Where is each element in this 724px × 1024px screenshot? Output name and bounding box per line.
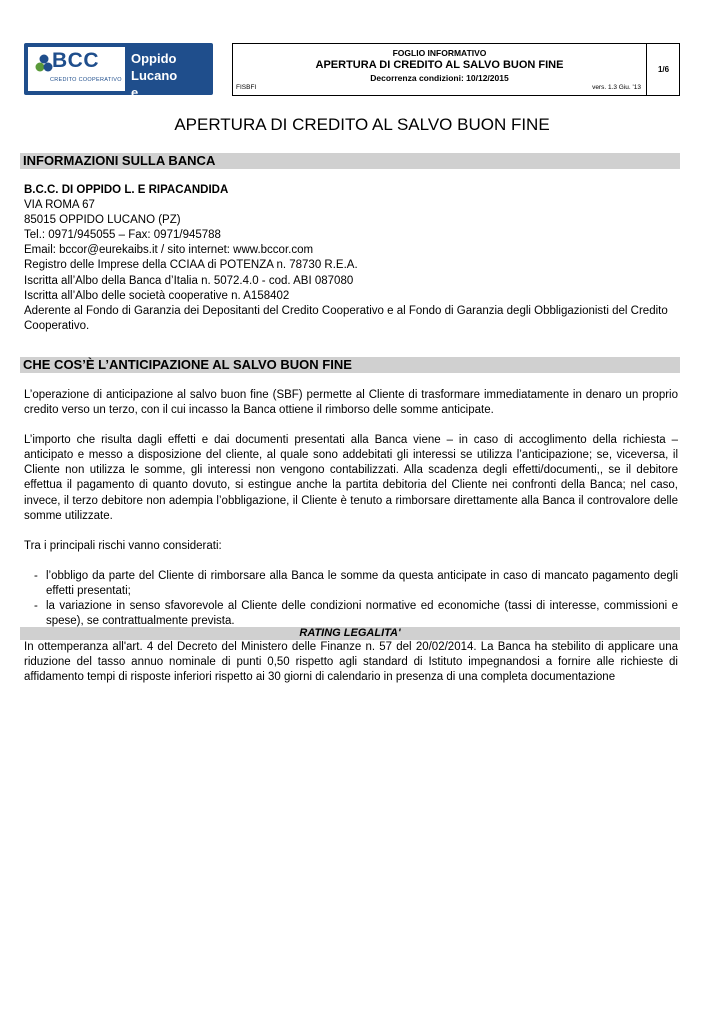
bank-logo (24, 43, 213, 117)
what-is-paragraph-2: L’importo che risulta dagli effetti e dai documenti presentati alla Banca viene – in caso di accoglimento della richiesta – anticipato e messo a disposizione del cliente, al quale sono addebitati gli interessi se utilizza l’anticipazione; se, viceversa, il Cliente non utilizza le somme, gli interessi non vengono contabilizzati. Alla scadenza degli effetti/documenti,, se il debitore effettua il pagamento di quanto dovuto, si estingue anche la partita debitoria del Cliente nei confronti della Banca; nel caso, invece, il terzo debitore non adempia l’obbligazione, il Cliente è tenuto a rimborsare direttamente alla Banca il controvalore delle somme utilizzate. (24, 434, 678, 522)
doc-type: FOGLIO INFORMATIVO (392, 48, 487, 58)
list-item (24, 569, 678, 599)
bank-address: VIA ROMA 67 (24, 199, 95, 212)
section-heading-what-is: CHE COS’È L’ANTICIPAZIONE AL SALVO BUON FINE (20, 357, 680, 373)
doc-version: vers. 1.3 Giu. '13 (592, 84, 641, 91)
what-is-paragraph-1: L’operazione di anticipazione al salvo buon fine (SBF) permette al Cliente di trasformare immediatamente in denaro un proprio credito verso un terzo, con il cui incasso la Banca ottiene il rimborso delle somme anticipate. (24, 389, 678, 417)
bank-albo: Iscritta all’Albo della Banca d’Italia n. 5072.4.0 - cod. ABI 087080 (24, 274, 354, 287)
logo-brand: BCC (52, 49, 99, 72)
bank-guarantee-fund: Aderente al Fondo di Garanzia dei Depositanti del Credito Cooperativo e al Fondo di Garanzia degli Obbligazionisti del Credito Cooperativo. (24, 304, 668, 332)
logo-bank-name (131, 50, 213, 118)
logo-subtitle: CREDITO COOPERATIVO (50, 77, 122, 83)
document-header-table (232, 43, 680, 96)
bullet-dash: - (34, 569, 38, 582)
rating-block (24, 640, 678, 685)
bank-registry: Registro delle Imprese della CCIAA di POTENZA n. 78730 R.E.A. (24, 259, 358, 272)
page-title: APERTURA DI CREDITO AL SALVO BUON FINE (174, 115, 550, 134)
what-is-block (24, 388, 678, 629)
risk-text: l’obbligo da parte del Cliente di rimborsare alla Banca le somme da questa anticipate in caso di mancato pagamento degli effetti presentati; (46, 569, 678, 597)
bank-info-block (24, 183, 678, 334)
header-doc-title: APERTURA DI CREDITO AL SALVO BUON FINE (315, 59, 564, 71)
bank-email: Email: bccor@eurekaibs.it / sito internet: www.bccor.com (24, 244, 314, 257)
logo-name-line2: e Ripacandida (131, 85, 209, 117)
bank-phone: Tel.: 0971/945055 – Fax: 0971/945788 (24, 229, 221, 242)
risks-list (24, 569, 678, 629)
logo-white-panel (28, 47, 125, 91)
logo-name-line1: Oppido Lucano (131, 51, 178, 83)
section-heading-bank-info: INFORMAZIONI SULLA BANCA (20, 153, 680, 169)
list-item (24, 599, 678, 629)
bank-coop-albo: Iscritta all’Albo delle società cooperative n. A158402 (24, 289, 290, 302)
effective-date: Decorrenza condizioni: 10/12/2015 (370, 73, 509, 83)
bank-name: B.C.C. DI OPPIDO L. E RIPACANDIDA (24, 184, 229, 196)
risk-text: la variazione in senso sfavorevole al Cliente delle condizioni normative ed economiche (tassi di interesse, commissioni e spese), se contrattualmente prevista. (46, 600, 678, 628)
page-number: 1/6 (657, 65, 670, 74)
bullet-dash: - (34, 600, 38, 613)
header-main-cell (233, 44, 647, 95)
bank-city: 85015 OPPIDO LUCANO (PZ) (24, 214, 181, 227)
rating-heading: RATING LEGALITA' (20, 627, 680, 640)
doc-code: FISBFI (236, 84, 257, 91)
rating-text: In ottemperanza all'art. 4 del Decreto del Ministero delle Finanze n. 57 del 20/02/2014. La Banca ha stebilito di applicare una riduzione del tasso annuo nominale di punti 0,50 rispetto agli standard di Istituto impegnandosi a fornire alle richieste di affidamento tempi di risposte inferiori rispetto ai 30 giorni di calendario in presenza di una completa documentazione (24, 641, 678, 684)
risks-intro: Tra i principali rischi vanno considerati: (24, 539, 222, 552)
bcc-mark-icon (35, 53, 53, 75)
